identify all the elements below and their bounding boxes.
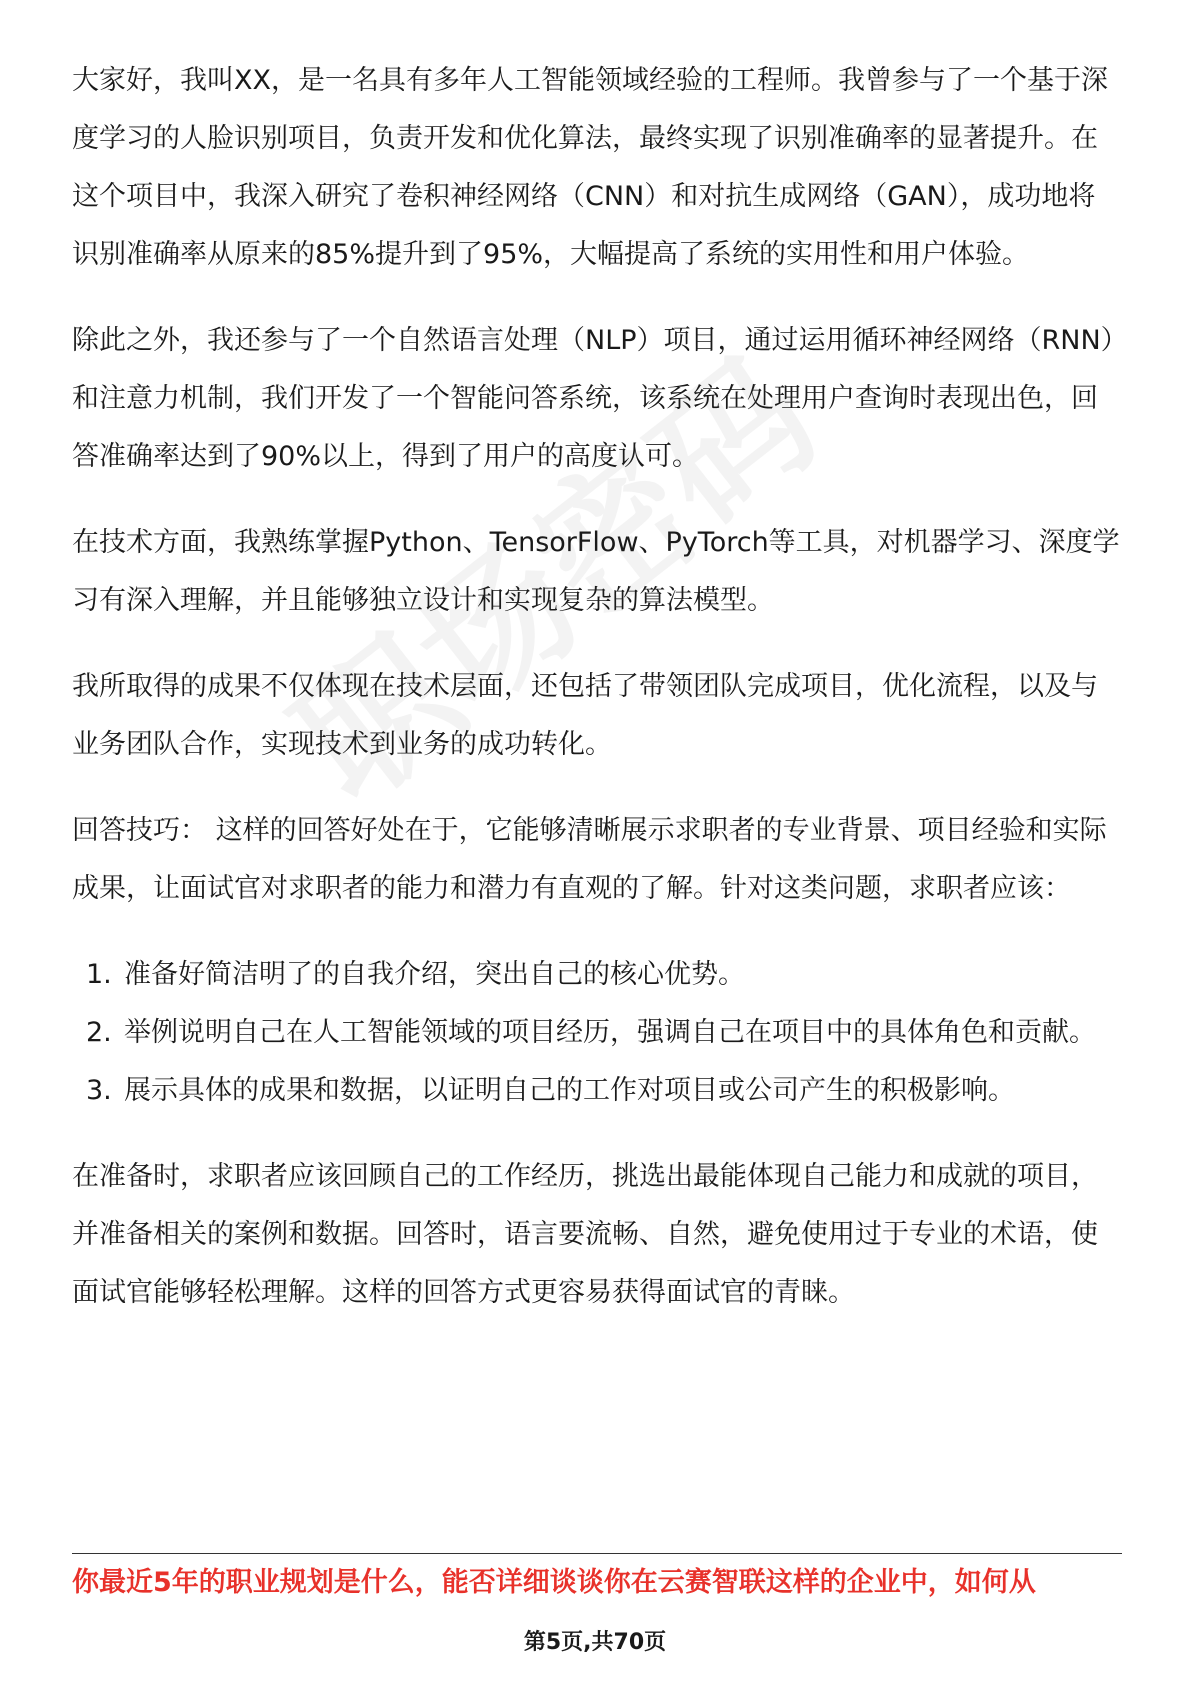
page-number: 第5页,共70页 bbox=[523, 1630, 667, 1655]
nlp-project-paragraph: 除此之外，我还参与了一个自然语言处理（NLP）项目，通过运用循环神经网络（RNN）和注意力机制，我们开发了一个智能问答系统，该系统在处理用户查询时表现出色，回答准确率达到了90%以上，得到了用户的高度认可。 bbox=[72, 325, 1115, 472]
document-body bbox=[72, 52, 1122, 1350]
list-item-number: 1. bbox=[86, 959, 112, 990]
section-divider bbox=[72, 1553, 1122, 1554]
tips-list bbox=[72, 946, 1122, 1120]
tech-skills-paragraph: 在技术方面，我熟练掌握Python、TensorFlow、PyTorch等工具，对机器学习、深度学习有深入理解，并且能够独立设计和实现复杂的算法模型。 bbox=[72, 527, 1120, 616]
list-item-text: 准备好简洁明了的自我介绍，突出自己的核心优势。 bbox=[124, 959, 745, 990]
list-item-text: 举例说明自己在人工智能领域的项目经历，强调自己在项目中的具体角色和贡献。 bbox=[124, 1017, 1096, 1048]
list-item bbox=[72, 1004, 1122, 1062]
next-question-heading: 你最近5年的职业规划是什么，能否详细谈谈你在云赛智联这样的企业中，如何从 bbox=[72, 1567, 1036, 1598]
list-item bbox=[72, 1062, 1122, 1120]
list-item bbox=[72, 946, 1122, 1004]
achievements-paragraph: 我所取得的成果不仅体现在技术层面，还包括了带领团队完成项目，优化流程，以及与业务团队合作，实现技术到业务的成功转化。 bbox=[72, 671, 1098, 760]
answer-tips-paragraph: 回答技巧： 这样的回答好处在于，它能够清晰展示求职者的专业背景、项目经验和实际成果，让面试官对求职者的能力和潜力有直观的了解。针对这类问题，求职者应该： bbox=[72, 815, 1107, 904]
list-item-text: 展示具体的成果和数据，以证明自己的工作对项目或公司产生的积极影响。 bbox=[124, 1075, 1015, 1106]
list-item-number: 3. bbox=[86, 1075, 112, 1106]
intro-paragraph: 大家好，我叫XX，是一名具有多年人工智能领域经验的工程师。我曾参与了一个基于深度学习的人脸识别项目，负责开发和优化算法，最终实现了识别准确率的显著提升。在这个项目中，我深入研究了卷积神经网络（CNN）和对抗生成网络（GAN），成功地将识别准确率从原来的85%提升到了95%，大幅提高了系统的实用性和用户体验。 bbox=[72, 65, 1108, 270]
closing-paragraph: 在准备时，求职者应该回顾自己的工作经历，挑选出最能体现自己能力和成就的项目，并准备相关的案例和数据。回答时，语言要流畅、自然，避免使用过于专业的术语，使面试官能够轻松理解。这样的回答方式更容易获得面试官的青睐。 bbox=[72, 1161, 1098, 1308]
list-item-number: 2. bbox=[86, 1017, 112, 1048]
